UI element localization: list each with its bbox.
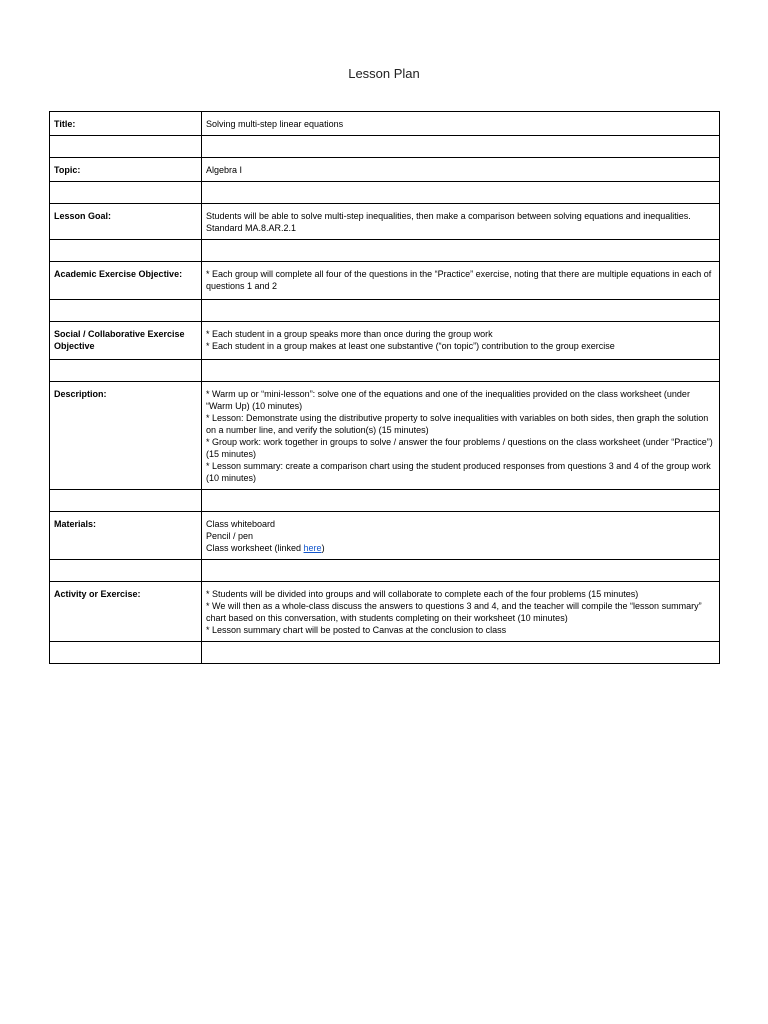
table-row-academic-objective bbox=[50, 262, 720, 300]
table-row-spacer bbox=[50, 136, 720, 158]
social-objective-line: * Each student in a group makes at least one substantive (“on topic”) contribution to the group exercise bbox=[206, 341, 615, 351]
lesson-plan-table bbox=[49, 111, 720, 664]
table-row-description bbox=[50, 382, 720, 490]
materials-line-prefix: Class worksheet (linked bbox=[206, 543, 304, 553]
description-label: Description: bbox=[50, 382, 202, 490]
description-line: * Group work: work together in groups to solve / answer the four problems / questions on the class worksheet (under “Practice”) (15 minutes) bbox=[206, 437, 713, 459]
lesson-goal-value: Students will be able to solve multi-step inequalities, then make a comparison between solving equations and inequalities. Standard MA.8.AR.2.1 bbox=[202, 204, 720, 240]
activity-value bbox=[202, 582, 720, 642]
spacer-cell bbox=[50, 642, 202, 664]
page-title: Lesson Plan bbox=[348, 66, 420, 81]
social-objective-label: Social / Collaborative Exercise Objective bbox=[50, 322, 202, 360]
table-row-spacer bbox=[50, 300, 720, 322]
table-row-spacer bbox=[50, 182, 720, 204]
table-row-activity bbox=[50, 582, 720, 642]
spacer-cell bbox=[202, 182, 720, 204]
materials-line-suffix: ) bbox=[321, 543, 325, 553]
spacer-cell bbox=[202, 240, 720, 262]
table-row-topic bbox=[50, 158, 720, 182]
title-value: Solving multi-step linear equations bbox=[202, 112, 720, 136]
spacer-cell bbox=[50, 560, 202, 582]
materials-line: Pencil / pen bbox=[206, 531, 254, 541]
spacer-cell bbox=[50, 136, 202, 158]
topic-label: Topic: bbox=[50, 158, 202, 182]
materials-value bbox=[202, 512, 720, 560]
spacer-cell bbox=[50, 182, 202, 204]
description-value bbox=[202, 382, 720, 490]
spacer-cell bbox=[50, 360, 202, 382]
spacer-cell bbox=[202, 360, 720, 382]
table-row-spacer bbox=[50, 642, 720, 664]
social-objective-value bbox=[202, 322, 720, 360]
academic-objective-label: Academic Exercise Objective: bbox=[50, 262, 202, 300]
activity-line: * Lesson summary chart will be posted to Canvas at the conclusion to class bbox=[206, 625, 507, 635]
topic-value: Algebra I bbox=[202, 158, 720, 182]
title-label: Title: bbox=[50, 112, 202, 136]
worksheet-link[interactable]: here bbox=[303, 543, 322, 553]
spacer-cell bbox=[202, 642, 720, 664]
description-line: * Lesson summary: create a comparison chart using the student produced responses from questions 3 and 4 of the group work (10 minutes) bbox=[206, 461, 711, 483]
materials-label: Materials: bbox=[50, 512, 202, 560]
spacer-cell bbox=[202, 300, 720, 322]
description-line: * Warm up or “mini-lesson”: solve one of the equations and one of the inequalities provided on the class worksheet (under “Warm Up) (10 minutes) bbox=[206, 389, 690, 411]
description-line: * Lesson: Demonstrate using the distributive property to solve inequalities with variables on both sides, then graph the solution on a number line, and verify the solution(s) (15 minutes) bbox=[206, 413, 709, 435]
materials-line bbox=[206, 542, 715, 554]
spacer-cell bbox=[50, 300, 202, 322]
spacer-cell bbox=[202, 490, 720, 512]
table-row-spacer bbox=[50, 490, 720, 512]
table-row-lesson-goal bbox=[50, 204, 720, 240]
activity-line: * We will then as a whole-class discuss the answers to questions 3 and 4, and the teacher will compile the “lesson summary” chart based on this conversation, with students completing on their worksheet (10 minutes) bbox=[206, 601, 702, 623]
table-row-materials bbox=[50, 512, 720, 560]
academic-objective-value: * Each group will complete all four of the questions in the “Practice” exercise, noting that there are multiple equations in each of questions 1 and 2 bbox=[202, 262, 720, 300]
table-row-spacer bbox=[50, 240, 720, 262]
spacer-cell bbox=[202, 560, 720, 582]
table-row-spacer bbox=[50, 560, 720, 582]
activity-label: Activity or Exercise: bbox=[50, 582, 202, 642]
social-objective-line: * Each student in a group speaks more than once during the group work bbox=[206, 329, 493, 339]
table-row-title bbox=[50, 112, 720, 136]
table-row-spacer bbox=[50, 360, 720, 382]
materials-line: Class whiteboard bbox=[206, 519, 276, 529]
spacer-cell bbox=[50, 490, 202, 512]
activity-line: * Students will be divided into groups and will collaborate to complete each of the four problems (15 minutes) bbox=[206, 589, 639, 599]
spacer-cell bbox=[50, 240, 202, 262]
lesson-goal-label: Lesson Goal: bbox=[50, 204, 202, 240]
table-row-social-objective bbox=[50, 322, 720, 360]
spacer-cell bbox=[202, 136, 720, 158]
